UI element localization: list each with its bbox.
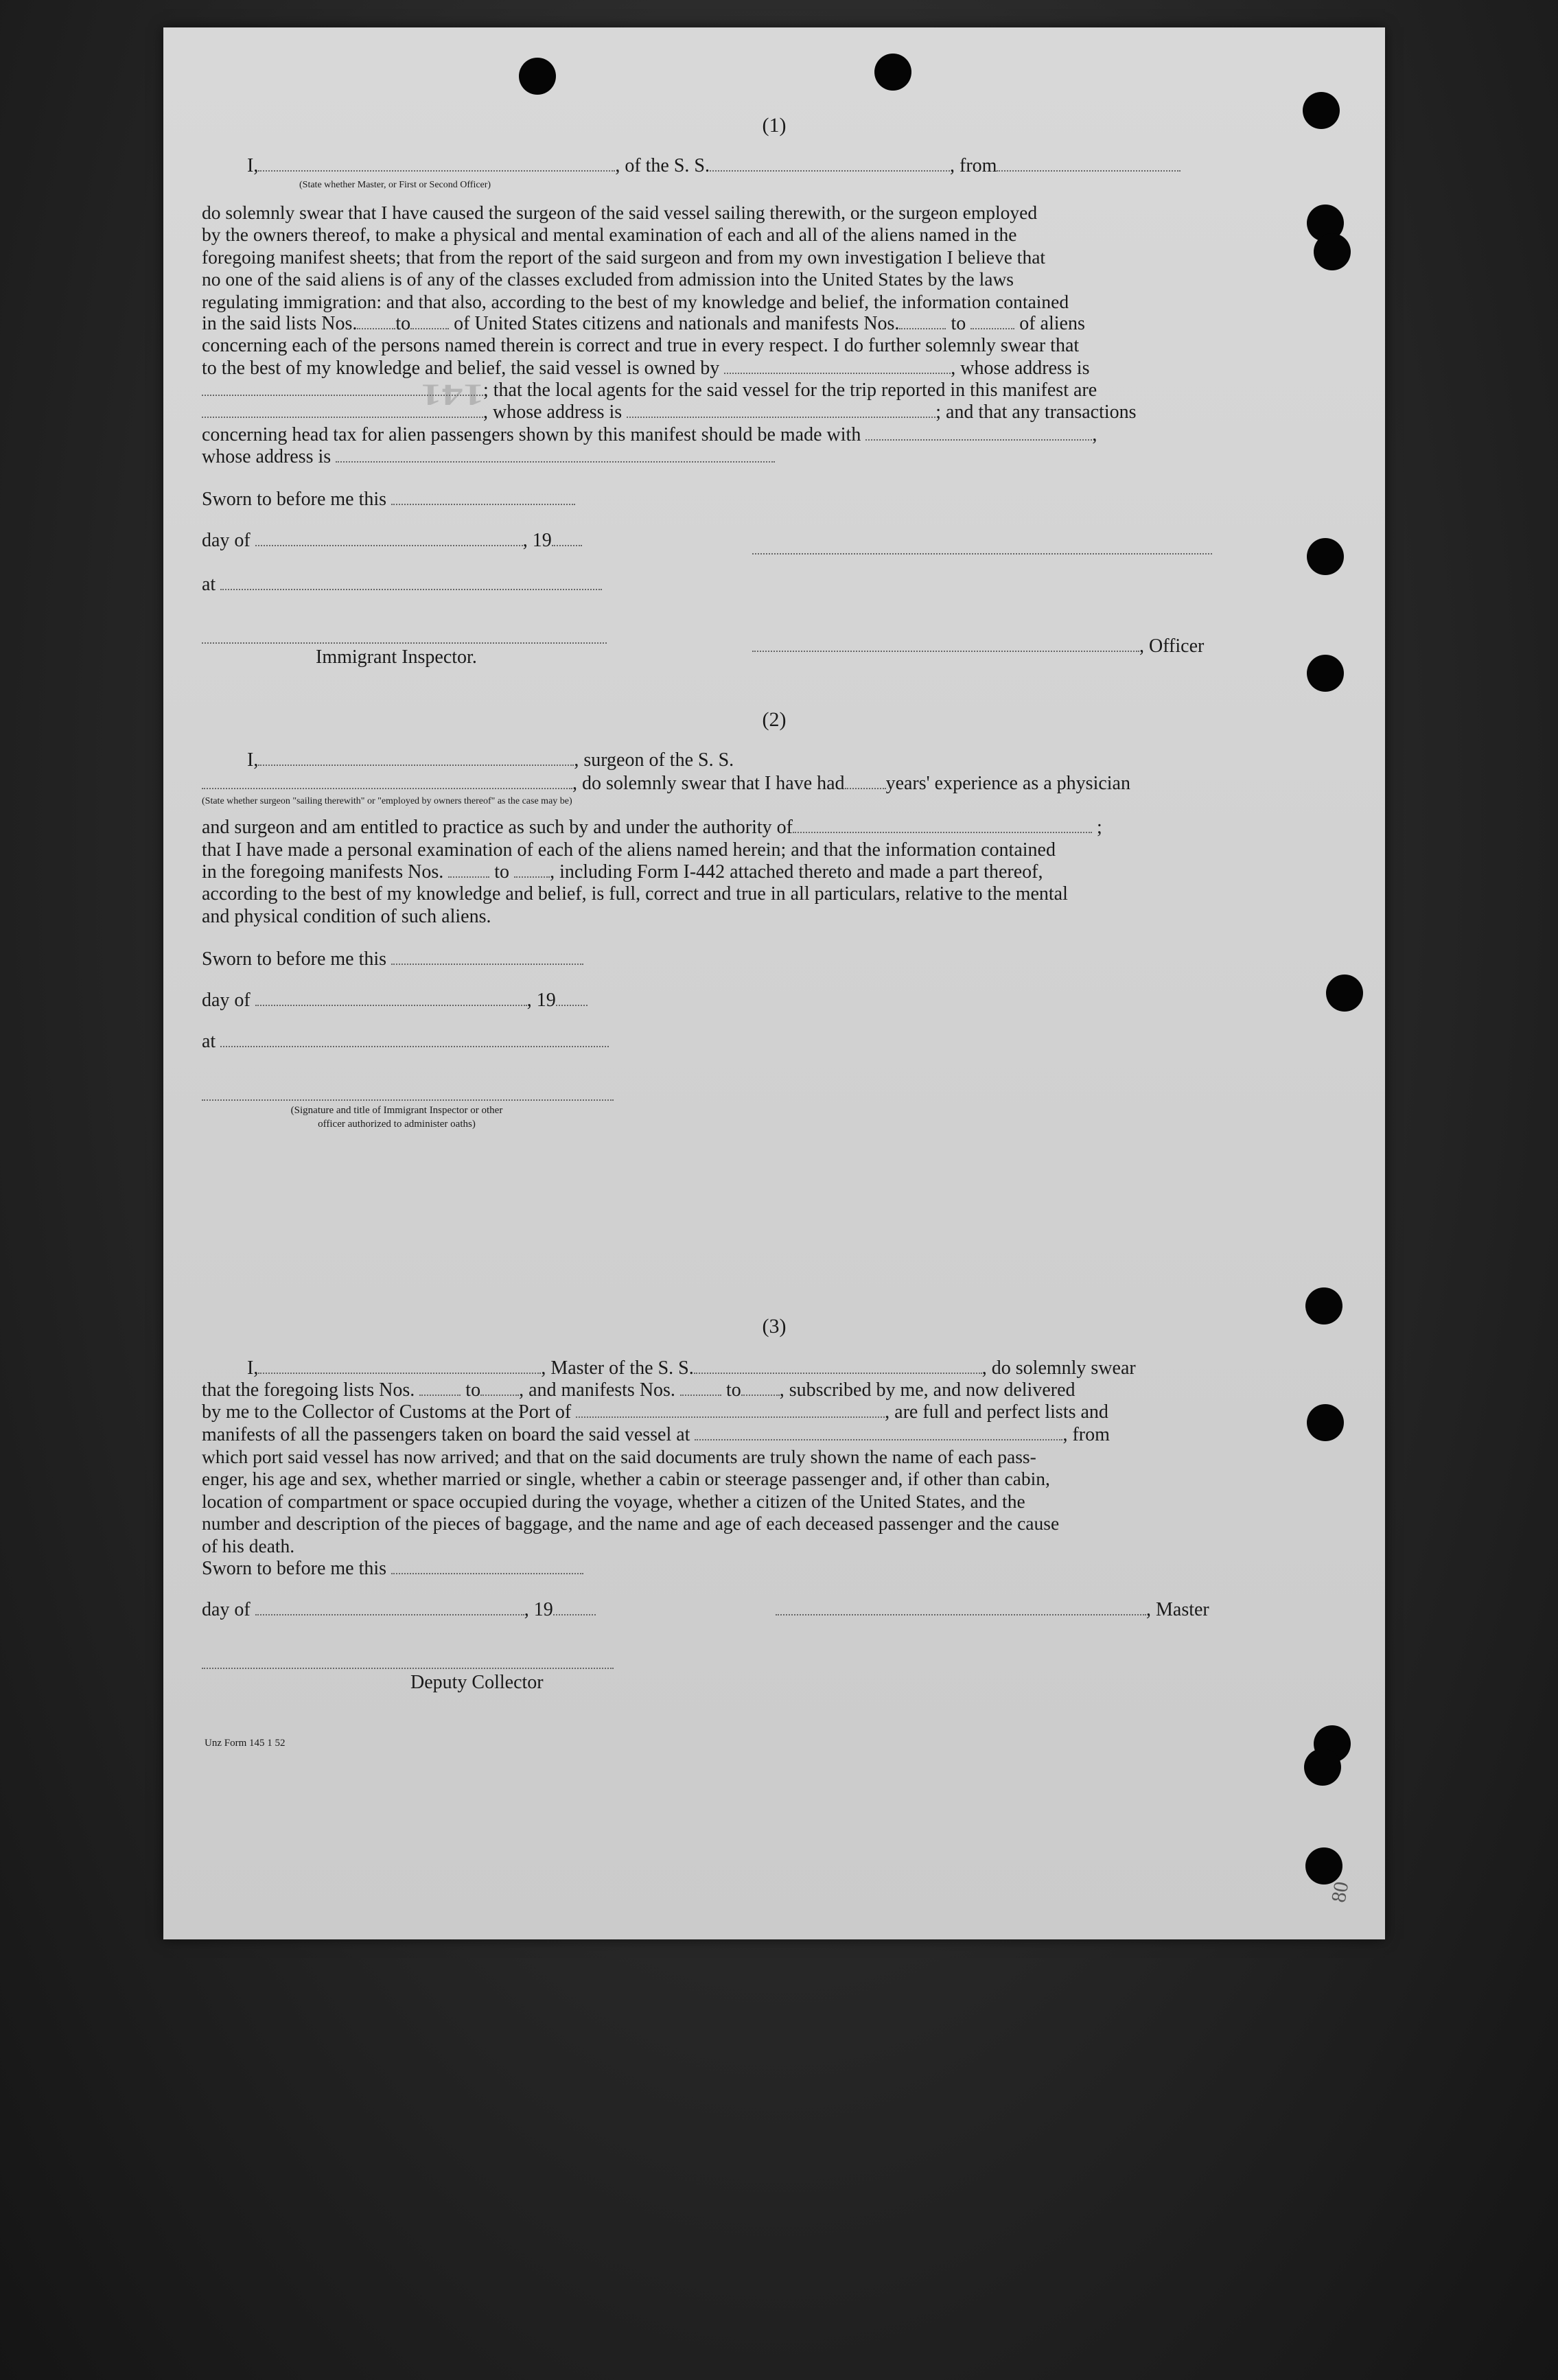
s3-sworn-day[interactable] — [391, 1558, 583, 1574]
s3-port-field[interactable] — [576, 1401, 885, 1418]
s3-manifests-to[interactable] — [741, 1379, 780, 1396]
section-1-number: (1) — [762, 114, 787, 137]
s3-vessel-field[interactable] — [694, 1357, 982, 1374]
s2-signature-line[interactable] — [202, 1099, 614, 1101]
s1-line-9: ; that the local agents for the said vessel for the trip reported in this manifest are — [202, 380, 1220, 401]
s2-authority-field[interactable] — [793, 817, 1092, 833]
s1-lists-from[interactable] — [357, 313, 395, 329]
s1-officer: , Officer — [752, 635, 1204, 657]
s1-line-6: in the said lists Nos. to of United States citizens and nationals and manifests Nos. to of aliens — [202, 313, 1085, 334]
s3-line-1: I, , Master of the S. S. , do solemnly swear — [247, 1357, 1136, 1379]
punch-hole — [1305, 1847, 1342, 1885]
s1-manifests-to[interactable] — [970, 313, 1014, 329]
s1-sworn-day[interactable] — [391, 489, 575, 505]
s2-line-5: in the foregoing manifests Nos. to , including Form I-442 attached thereto and made a part thereof, — [202, 861, 1043, 883]
s1-owner-field[interactable] — [724, 358, 951, 374]
s1-dayof: day of , 19 — [202, 530, 582, 552]
s3-master-signature[interactable] — [776, 1599, 1146, 1615]
s1-sworn: Sworn to before me this — [202, 489, 575, 511]
s1-at: at — [202, 574, 602, 596]
s2-manifests-to[interactable] — [514, 861, 550, 878]
s1-lists-to[interactable] — [410, 313, 449, 329]
s1-line-10: , whose address is ; and that any transactions — [202, 401, 1220, 423]
s1-body: do solemnly swear that I have caused the surgeon of the said vessel sailing therewith, or the surgeon employed by the owners thereof, to make a physical and mental examination of each and all of the aliens named in the foregoing manifest sheets; that from the report of the said surgeon and from my own investigation I believe that no one of the said aliens is of any of the classes excluded from admission into the United States by the laws regulating immigration: and that also, according to the best of my knowledge and belief, the information contained — [202, 202, 1069, 312]
s1-inspector-label: Immigrant Inspector. — [316, 646, 477, 668]
s3-sworn-year[interactable] — [553, 1599, 596, 1615]
s2-manifests-from[interactable] — [448, 861, 489, 878]
s1-owner-address[interactable] — [202, 380, 483, 396]
s2-sworn-day[interactable] — [391, 948, 583, 965]
s3-lists-to[interactable] — [480, 1379, 519, 1396]
s2-line-7: and physical condition of such aliens. — [202, 906, 491, 927]
s1-line-7: concerning each of the persons named therein is correct and true in every respect. I do further solemnly swear that — [202, 335, 1080, 356]
s1-sworn-year[interactable] — [552, 530, 582, 546]
s2-at-place[interactable] — [220, 1031, 609, 1047]
s2-line-1: I, , surgeon of the S. S. — [247, 749, 734, 771]
s3-lists-from[interactable] — [419, 1379, 461, 1396]
s2-line-4: that I have made a personal examination of each of the aliens named herein; and that the information contained — [202, 839, 1056, 861]
s1-sworn-month[interactable] — [255, 530, 523, 546]
s2-surgeon-field[interactable] — [258, 749, 574, 766]
form-id: Unz Form 145 1 52 — [205, 1738, 286, 1749]
form-sheet — [163, 27, 1385, 1939]
s1-agents-field[interactable] — [202, 401, 483, 418]
punch-hole — [1326, 975, 1363, 1012]
s1-headtax-address[interactable] — [336, 446, 775, 463]
punch-hole — [1314, 233, 1351, 270]
section-2-number: (2) — [762, 708, 787, 731]
s2-sworn-year[interactable] — [556, 990, 588, 1006]
punch-hole — [1307, 538, 1344, 575]
handwritten-mark: 80 — [1327, 1880, 1353, 1904]
punch-hole — [1307, 1404, 1344, 1441]
s3-master-field[interactable] — [258, 1357, 541, 1374]
s3-line-2: that the foregoing lists Nos. to , and manifests Nos. to , subscribed by me, and now delivered — [202, 1379, 1076, 1401]
s3-sworn-month[interactable] — [255, 1599, 524, 1615]
s1-line-8: to the best of my knowledge and belief, the said vessel is owned by , whose address is — [202, 358, 1090, 379]
s1-master-field[interactable] — [258, 155, 615, 172]
faint-stamp: 141 — [420, 378, 485, 412]
s1-line-12: whose address is — [202, 446, 1220, 468]
s3-master: , Master — [776, 1599, 1209, 1621]
s3-line-4: manifests of all the passengers taken on board the said vessel at , from — [202, 1424, 1110, 1445]
s1-line-1: I, , of the S. S. , from — [202, 155, 1220, 177]
s2-line-6: according to the best of my knowledge and belief, is full, correct and true in all particulars, relative to the mental — [202, 883, 1068, 905]
punch-hole — [1304, 1749, 1341, 1786]
s3-boarded-at[interactable] — [695, 1424, 1062, 1440]
s1-agents-address[interactable] — [627, 401, 935, 418]
s3-manifests-from[interactable] — [680, 1379, 721, 1396]
s1-vessel-field[interactable] — [710, 155, 950, 172]
s1-from-field[interactable] — [997, 155, 1181, 172]
s2-line-3: and surgeon and am entitled to practice as such by and under the authority of ; — [202, 817, 1102, 838]
s2-sworn-month[interactable] — [255, 990, 527, 1006]
s1-line-11: concerning head tax for alien passengers shown by this manifest should be made with , — [202, 424, 1097, 445]
s3-deputy-label: Deputy Collector — [410, 1672, 544, 1693]
s3-line-3: by me to the Collector of Customs at the Port of , are full and perfect lists and — [202, 1401, 1108, 1423]
punch-hole — [519, 58, 556, 95]
s2-status-field[interactable] — [202, 773, 572, 789]
s2-dayof: day of , 19 — [202, 990, 588, 1012]
s1-signature-line[interactable] — [752, 553, 1212, 555]
s1-manifests-from[interactable] — [899, 313, 946, 329]
s1-headtax-field[interactable] — [865, 424, 1092, 441]
s3-deputy-line[interactable] — [202, 1668, 614, 1669]
s2-at: at — [202, 1031, 609, 1053]
s3-body: which port said vessel has now arrived; and that on the said documents are truly shown the name of each pass- enger, his age and sex, whether married or single, whether a cabin or steerage passenger and, if other than cabin, location of compartment or space occupied during the voyage, whether a citizen of the United States, and the number and description of the pieces of baggage, and the name and age of each deceased passenger and the cause of his death. — [202, 1446, 1060, 1556]
s3-dayof: day of , 19 — [202, 1599, 596, 1621]
section-3-number: (3) — [762, 1315, 787, 1338]
punch-hole — [1307, 655, 1344, 692]
s3-sworn: Sworn to before me this — [202, 1558, 583, 1580]
s2-years-field[interactable] — [845, 773, 886, 789]
s1-inspector-line[interactable] — [202, 642, 607, 644]
punch-hole — [874, 54, 911, 91]
s2-line-2: , do solemnly swear that I have had years' experience as a physician — [202, 773, 1220, 795]
s1-caption: (State whether Master, or First or Second Officer) — [299, 180, 491, 190]
s2-caption: (State whether surgeon "sailing therewith" or "employed by owners thereof" as the case may be) — [202, 796, 572, 806]
s2-sworn: Sworn to before me this — [202, 948, 583, 970]
s1-officer-field[interactable] — [752, 635, 1139, 652]
s1-at-place[interactable] — [220, 574, 602, 590]
s2-sig-caption: (Signature and title of Immigrant Inspector or other officer authorized to administer oaths) — [290, 1105, 503, 1130]
